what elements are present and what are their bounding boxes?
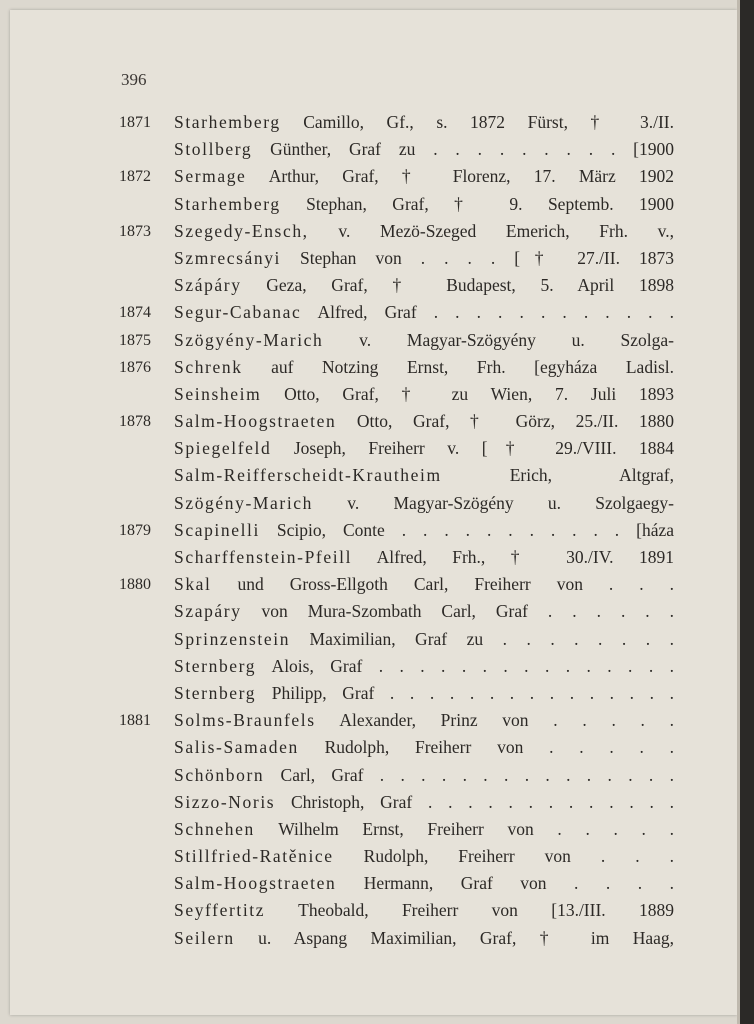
page-number: 396 xyxy=(121,70,147,89)
list-item xyxy=(119,873,674,900)
entry-name: Salm-Hoogstraeten xyxy=(174,873,337,894)
entry-details: u. Aspang Maximilian, Graf, † im Haag, xyxy=(234,927,674,948)
list-item xyxy=(119,737,674,764)
entry-name: Seilern xyxy=(174,927,235,948)
entry-text xyxy=(174,574,674,595)
entry-text xyxy=(174,465,674,486)
entry-name: Stillfried-Ratěnice xyxy=(174,846,334,867)
entry-text xyxy=(174,710,674,731)
entry-details: Camillo, Gf., s. 1872 Fürst, † 3./II. xyxy=(280,112,674,132)
book-binding xyxy=(740,0,754,1024)
entry-details: Christoph, Graf . . . . . . . . . . . . . xyxy=(275,791,674,812)
entry-name: Schönborn xyxy=(174,764,265,785)
entry-name: Sternberg xyxy=(174,682,257,703)
entry-name: Sizzo-Noris xyxy=(174,791,276,812)
entry-text xyxy=(174,357,674,378)
entry-year: 1878 xyxy=(119,413,151,431)
entry-details: Geza, Graf, † Budapest, 5. April 1898 xyxy=(241,275,674,296)
list-item xyxy=(119,547,674,574)
entry-details: Günther, Graf zu . . . . . . . . . [1900 xyxy=(252,139,674,160)
entry-details: Theobald, Freiherr von [13./III. 1889 xyxy=(265,900,674,921)
entry-details: v. Magyar-Szögyény u. Szolga- xyxy=(323,329,674,350)
entry-text xyxy=(174,438,674,459)
entry-details: Carl, Graf . . . . . . . . . . . . . . . xyxy=(264,764,674,785)
entry-name: Sermage xyxy=(174,166,247,187)
entry-name: Szögény-Marich xyxy=(174,492,314,513)
list-item xyxy=(119,275,674,302)
entry-details: Alexander, Prinz von . . . . . xyxy=(315,710,674,731)
entry-text xyxy=(174,248,674,269)
entry-text xyxy=(174,846,674,867)
list-item xyxy=(119,765,674,792)
entry-name: Sprinzenstein xyxy=(174,628,291,649)
entry-text xyxy=(174,330,674,351)
list-item xyxy=(119,493,674,520)
entry-details: Arthur, Graf, † Florenz, 17. März 1902 xyxy=(246,166,674,187)
list-item xyxy=(119,928,674,955)
entry-name: Starhemberg xyxy=(174,193,281,214)
entry-details: auf Notzing Ernst, Frh. [egyháza Ladisl. xyxy=(242,356,674,377)
entry-year: 1871 xyxy=(119,114,151,131)
list-item xyxy=(119,166,674,193)
entry-details: Otto, Graf, † zu Wien, 7. Juli 1893 xyxy=(261,383,674,404)
entry-name: Sternberg xyxy=(174,655,257,676)
entry-text xyxy=(174,819,674,840)
entry-details: Alois, Graf . . . . . . . . . . . . . . . xyxy=(256,655,674,676)
entry-name: Skal xyxy=(174,574,212,595)
list-item xyxy=(119,221,674,248)
entry-details: v. Mezö-Szeged Emerich, Frh. v., xyxy=(308,220,674,241)
entry-text xyxy=(174,900,674,921)
entry-text xyxy=(174,656,674,677)
entry-details: Rudolph, Freiherr von . . . xyxy=(333,846,674,867)
list-item xyxy=(119,900,674,927)
list-item xyxy=(119,248,674,275)
entry-details: Stephan von . . . . [† 27./II. 1873 xyxy=(281,247,674,268)
entry-year: 1880 xyxy=(119,576,151,594)
entry-details: von Mura-Szombath Carl, Graf . . . . . . xyxy=(241,601,674,622)
entry-name: Szmrecsányi xyxy=(174,247,282,268)
entry-year: 1872 xyxy=(119,168,151,186)
entry-text xyxy=(174,275,674,296)
entry-text xyxy=(174,302,674,323)
entry-name: Scapinelli xyxy=(174,519,260,540)
entry-text xyxy=(174,112,674,133)
entry-details: Otto, Graf, † Görz, 25./II. 1880 xyxy=(336,411,674,432)
entry-name: Seinsheim xyxy=(174,383,262,404)
list-item xyxy=(119,710,674,737)
entry-text xyxy=(174,493,674,514)
entry-name: Segur-Cabanac xyxy=(174,302,302,323)
list-item xyxy=(119,629,674,656)
entry-name: Seyffertitz xyxy=(174,900,266,921)
list-item xyxy=(119,520,674,547)
entry-details: Stephan, Graf, † 9. Septemb. 1900 xyxy=(280,193,674,214)
entry-name: Scharffenstein-Pfeill xyxy=(174,547,353,567)
entry-text xyxy=(174,683,674,704)
list-item xyxy=(119,819,674,846)
list-item xyxy=(119,384,674,411)
entry-text xyxy=(174,221,674,242)
entry-text xyxy=(174,520,674,541)
entry-name: Starhemberg xyxy=(174,112,281,132)
entry-name: Salm-Reifferscheidt-Krautheim xyxy=(174,465,442,486)
list-item xyxy=(119,656,674,683)
list-item xyxy=(119,846,674,873)
list-item xyxy=(119,357,674,384)
entry-text xyxy=(174,601,674,622)
list-item xyxy=(119,683,674,710)
entry-details: v. Magyar-Szögény u. Szolgaegy- xyxy=(313,492,674,513)
list-item xyxy=(119,574,674,601)
entry-details: Erich, Altgraf, xyxy=(441,465,674,486)
entry-text xyxy=(174,873,674,894)
list-item xyxy=(119,601,674,628)
list-item xyxy=(119,465,674,492)
entry-details: Philipp, Graf . . . . . . . . . . . . . . . xyxy=(256,682,674,703)
entry-year: 1879 xyxy=(119,521,151,539)
entry-details: Hermann, Graf von . . . . xyxy=(336,873,674,894)
entry-name: Salm-Hoogstraeten xyxy=(174,411,337,432)
list-item xyxy=(119,139,674,166)
entry-name: Szögyény-Marich xyxy=(174,329,324,350)
entry-year: 1873 xyxy=(119,222,151,240)
entry-name: Spiegelfeld xyxy=(174,438,272,459)
entry-details: und Gross-Ellgoth Carl, Freiherr von . . . xyxy=(211,574,674,595)
list-item xyxy=(119,792,674,819)
list-item xyxy=(119,330,674,357)
member-list xyxy=(119,112,674,955)
list-item xyxy=(119,411,674,438)
entry-text xyxy=(174,384,674,405)
entry-name: Schrenk xyxy=(174,356,243,377)
list-item xyxy=(119,112,674,139)
entry-name: Szegedy-Ensch, xyxy=(174,220,309,241)
list-item xyxy=(119,438,674,465)
entry-details: Alfred, Graf . . . . . . . . . . . . xyxy=(301,302,674,323)
entry-details: Rudolph, Freiherr von . . . . . xyxy=(298,737,674,758)
list-item xyxy=(119,302,674,329)
entry-year: 1875 xyxy=(119,331,151,349)
entry-year: 1881 xyxy=(119,712,151,730)
entry-text xyxy=(174,411,674,432)
entry-text xyxy=(174,547,674,568)
entry-name: Stollberg xyxy=(174,139,253,160)
entry-name: Solms-Braunfels xyxy=(174,710,316,731)
entry-name: Salis-Samaden xyxy=(174,737,299,758)
entry-year: 1874 xyxy=(119,304,151,322)
entry-text xyxy=(174,792,674,813)
entry-name: Szápáry xyxy=(174,275,242,296)
entry-text xyxy=(174,194,674,215)
entry-details: Alfred, Frh., † 30./IV. 1891 xyxy=(352,547,674,567)
entry-text xyxy=(174,139,674,160)
entry-year: 1876 xyxy=(119,358,151,376)
entry-details: Scipio, Conte . . . . . . . . . . . [háza xyxy=(259,519,674,540)
entry-text xyxy=(174,166,674,187)
entry-name: Szapáry xyxy=(174,601,242,622)
entry-details: Wilhelm Ernst, Freiherr von . . . . . xyxy=(254,818,674,839)
entry-text xyxy=(174,928,674,949)
entry-details: Joseph, Freiherr v. [† 29./VIII. 1884 xyxy=(271,438,674,459)
entry-text xyxy=(174,737,674,758)
entry-text xyxy=(174,629,674,650)
entry-name: Schnehen xyxy=(174,818,255,839)
entry-details: Maximilian, Graf zu . . . . . . . . xyxy=(290,628,674,649)
list-item xyxy=(119,194,674,221)
entry-text xyxy=(174,765,674,786)
